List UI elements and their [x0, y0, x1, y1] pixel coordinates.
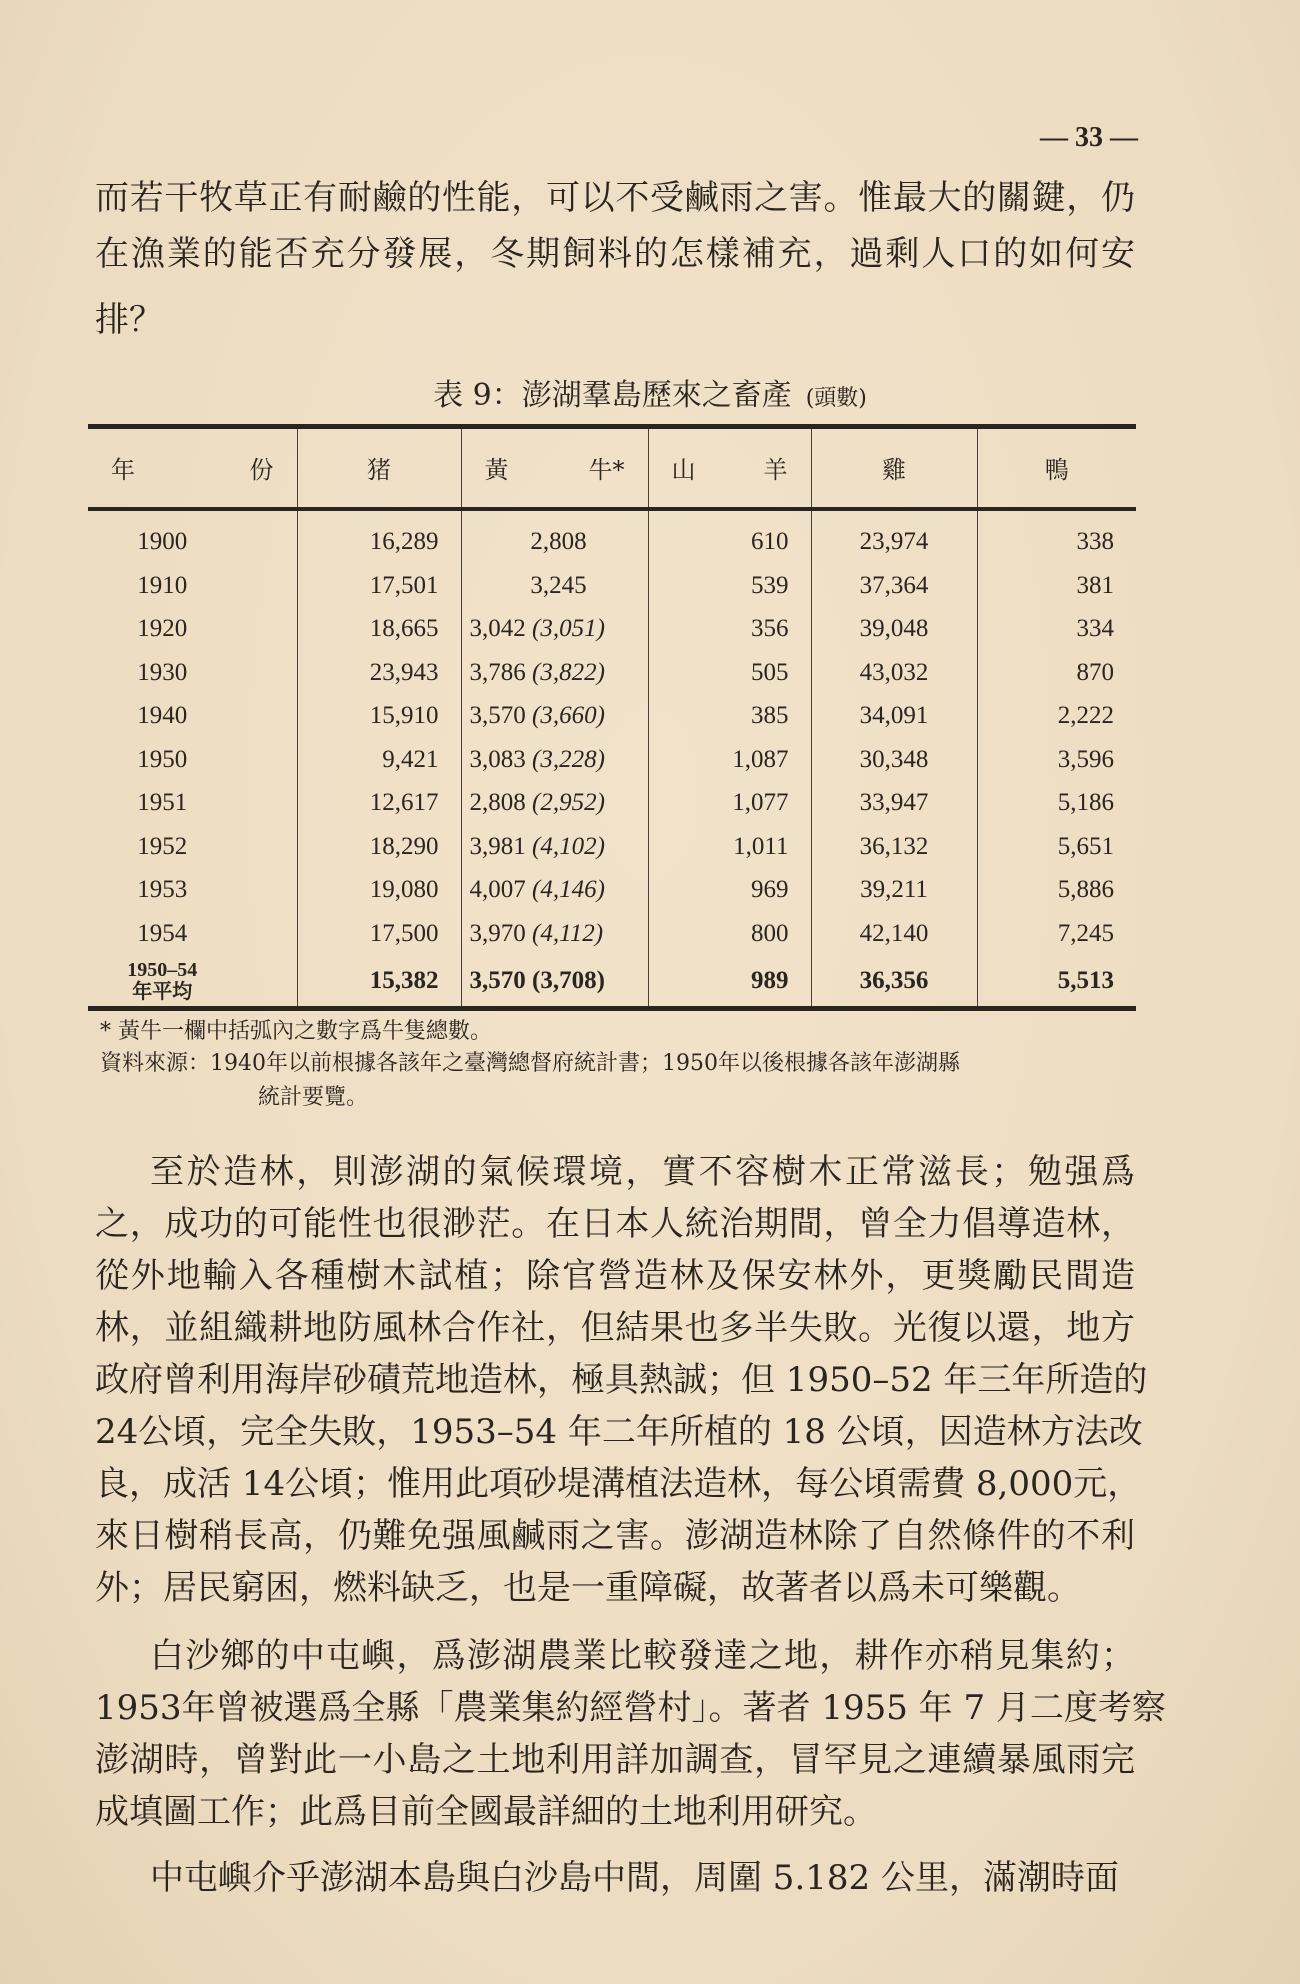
cattle-value: 3,042 [469, 615, 526, 643]
cell-goat: 969 [648, 869, 811, 913]
cell-cattle [461, 869, 648, 913]
cell-cattle [461, 956, 648, 1009]
cell-chicken: 39,048 [811, 608, 977, 652]
header-cattle: 黃 牛* [461, 427, 648, 509]
table-title-text: 表 9：澎湖羣島歷來之畜產 [433, 378, 792, 413]
cell-year: 1952 [137, 832, 188, 860]
cell-year: 1910 [137, 571, 188, 599]
text-line: 林，並組織耕地防風林合作社，但結果也多半失敗。光復以還，地方 [95, 1308, 1135, 1348]
text-line: 白沙鄉的中屯嶼，爲澎湖農業比較發達之地，耕作亦稍見集約； [150, 1636, 1135, 1676]
cattle-value: 3,570 [469, 702, 526, 730]
cell-duck: 5,513 [977, 956, 1136, 1009]
cell-cattle [461, 825, 648, 869]
cattle-total: (2,952) [532, 789, 605, 817]
cell-duck: 5,651 [977, 825, 1136, 869]
cell-duck: 381 [977, 564, 1136, 608]
cell-cattle [461, 782, 648, 826]
cattle-total: (4,146) [532, 876, 605, 904]
table-title [0, 370, 1300, 414]
cell-chicken: 42,140 [811, 912, 977, 956]
table-source-cont: 統計要覽。 [258, 1085, 369, 1110]
table-footnote: * 黃牛一欄中括弧內之數字爲牛隻總數。 [100, 1019, 492, 1044]
text-line: 之，成功的可能性也很渺茫。在日本人統治期間，曾全力倡導造林， [95, 1204, 1135, 1244]
cattle-value: 3,083 [469, 745, 526, 773]
text-line: 24公頃，完全失敗，1953–54 年二年所植的 18 公頃，因造林方法改 [95, 1412, 1143, 1452]
cattle-total: (3,228) [532, 745, 605, 773]
text-line: 成填圖工作；此爲目前全國最詳細的土地利用研究。 [95, 1792, 877, 1832]
cell-year: 1953 [137, 876, 188, 904]
text-line: 在漁業的能否充分發展，冬期飼料的怎樣補充，過剩人口的如何安 [95, 234, 1135, 274]
cattle-value: 4,007 [469, 876, 526, 904]
table-header-row [88, 427, 1136, 509]
cell-duck: 2,222 [977, 695, 1136, 739]
text-line: 1953年曾被選爲全縣「農業集約經營村」。著者 1955 年 7 月二度考察 [95, 1688, 1166, 1728]
cell-year: 1950 [137, 745, 188, 773]
cell-goat: 539 [648, 564, 811, 608]
cell-cattle [461, 509, 648, 565]
cell-cattle [461, 738, 648, 782]
page-number: — 33 — [1040, 122, 1138, 153]
table-row [88, 738, 1136, 782]
cell-pig: 15,910 [297, 695, 461, 739]
cell-pig: 18,665 [297, 608, 461, 652]
header-goat: 山 羊 [648, 427, 811, 509]
cell-cattle [461, 695, 648, 739]
cell-duck: 5,186 [977, 782, 1136, 826]
table-row [88, 912, 1136, 956]
cell-goat: 356 [648, 608, 811, 652]
cell-chicken: 37,364 [811, 564, 977, 608]
cell-goat: 610 [648, 509, 811, 565]
text-line: 而若干牧草正有耐鹼的性能，可以不受鹹雨之害。惟最大的關鍵，仍 [95, 178, 1135, 218]
cell-chicken: 33,947 [811, 782, 977, 826]
cell-goat: 1,011 [648, 825, 811, 869]
cell-cattle [461, 564, 648, 608]
cell-duck: 7,245 [977, 912, 1136, 956]
cattle-total: (3,660) [532, 702, 605, 730]
cell-pig: 19,080 [297, 869, 461, 913]
cell-year: 1920 [137, 615, 188, 643]
table-row [88, 869, 1136, 913]
cell-duck: 338 [977, 509, 1136, 565]
cattle-value: 2,808 [530, 528, 587, 556]
table-row [88, 564, 1136, 608]
cell-year: 1954 [137, 919, 188, 947]
cell-chicken: 39,211 [811, 869, 977, 913]
cell-year: 1951 [137, 789, 188, 817]
cell-chicken: 23,974 [811, 509, 977, 565]
cell-pig: 17,500 [297, 912, 461, 956]
header-pig: 猪 [297, 427, 461, 509]
cell-chicken: 34,091 [811, 695, 977, 739]
livestock-table [88, 424, 1136, 1011]
table-row [88, 509, 1136, 565]
table-row-average [88, 956, 1136, 1009]
cell-goat: 989 [648, 956, 811, 1009]
header-chicken: 雞 [811, 427, 977, 509]
cell-year: 1940 [137, 702, 188, 730]
cell-year: 1930 [137, 658, 188, 686]
text-line: 良，成活 14公頃；惟用此項砂堤溝植法造林，每公頃需費 8,000元， [95, 1464, 1142, 1504]
cell-pig: 23,943 [297, 651, 461, 695]
text-line: 來日樹稍長高，仍難免强風鹹雨之害。澎湖造林除了自然條件的不利 [95, 1516, 1135, 1556]
cell-cattle [461, 608, 648, 652]
table-row [88, 782, 1136, 826]
header-year: 年 份 [111, 456, 274, 485]
cell-pig: 12,617 [297, 782, 461, 826]
cell-duck: 334 [977, 608, 1136, 652]
cattle-total: (3,708) [532, 966, 605, 994]
cell-cattle [461, 651, 648, 695]
cell-cattle [461, 912, 648, 956]
cell-chicken: 30,348 [811, 738, 977, 782]
cattle-value: 3,981 [469, 832, 526, 860]
text-line: 至於造林，則澎湖的氣候環境，實不容樹木正常滋長；勉强爲 [150, 1152, 1135, 1192]
cell-chicken: 36,132 [811, 825, 977, 869]
text-line: 澎湖時，曾對此一小島之土地利用詳加調查，冒罕見之連續暴風雨完 [95, 1740, 1135, 1780]
text-line: 政府曾利用海岸砂磧荒地造林，極具熱誠；但 1950–52 年三年所造的 [95, 1360, 1148, 1400]
table-row [88, 695, 1136, 739]
cattle-value: 3,570 [469, 966, 526, 994]
cell-year: 1900 [137, 528, 188, 556]
cattle-total: (4,112) [532, 919, 604, 947]
cell-goat: 505 [648, 651, 811, 695]
cattle-total: (3,822) [532, 658, 605, 686]
cell-pig: 15,382 [297, 956, 461, 1009]
cell-pig: 17,501 [297, 564, 461, 608]
text-line: 從外地輸入各種樹木試植；除官營造林及保安林外，更獎勵民間造 [95, 1256, 1135, 1296]
cell-duck: 3,596 [977, 738, 1136, 782]
cattle-value: 2,808 [469, 789, 526, 817]
cell-chicken: 43,032 [811, 651, 977, 695]
cell-goat: 385 [648, 695, 811, 739]
table-row [88, 825, 1136, 869]
cattle-value: 3,245 [530, 571, 587, 599]
text-line: 外；居民窮困，燃料缺乏，也是一重障礙，故著者以爲未可樂觀。 [95, 1568, 1081, 1608]
cell-pig: 16,289 [297, 509, 461, 565]
cell-duck: 870 [977, 651, 1136, 695]
cell-chicken: 36,356 [811, 956, 977, 1009]
cell-year: 1950–54 年平均 [88, 956, 297, 1009]
table-unit: (頭數) [805, 386, 867, 411]
cattle-value: 3,786 [469, 658, 526, 686]
header-duck: 鴨 [977, 427, 1136, 509]
cell-goat: 1,087 [648, 738, 811, 782]
cell-pig: 9,421 [297, 738, 461, 782]
cell-duck: 5,886 [977, 869, 1136, 913]
table-row [88, 651, 1136, 695]
cell-goat: 800 [648, 912, 811, 956]
cattle-total: (3,051) [532, 615, 605, 643]
cell-goat: 1,077 [648, 782, 811, 826]
cattle-value: 3,970 [469, 919, 526, 947]
table-row [88, 608, 1136, 652]
cell-pig: 18,290 [297, 825, 461, 869]
text-line: 中屯嶼介乎澎湖本島與白沙島中間，周圍 5.182 公里，滿潮時面 [150, 1858, 1119, 1898]
cattle-total: (4,102) [532, 832, 605, 860]
text-line: 排？ [95, 300, 163, 340]
table-source: 資料來源：1940年以前根據各該年之臺灣總督府統計書；1950年以後根據各該年澎湖縣 [100, 1051, 960, 1076]
